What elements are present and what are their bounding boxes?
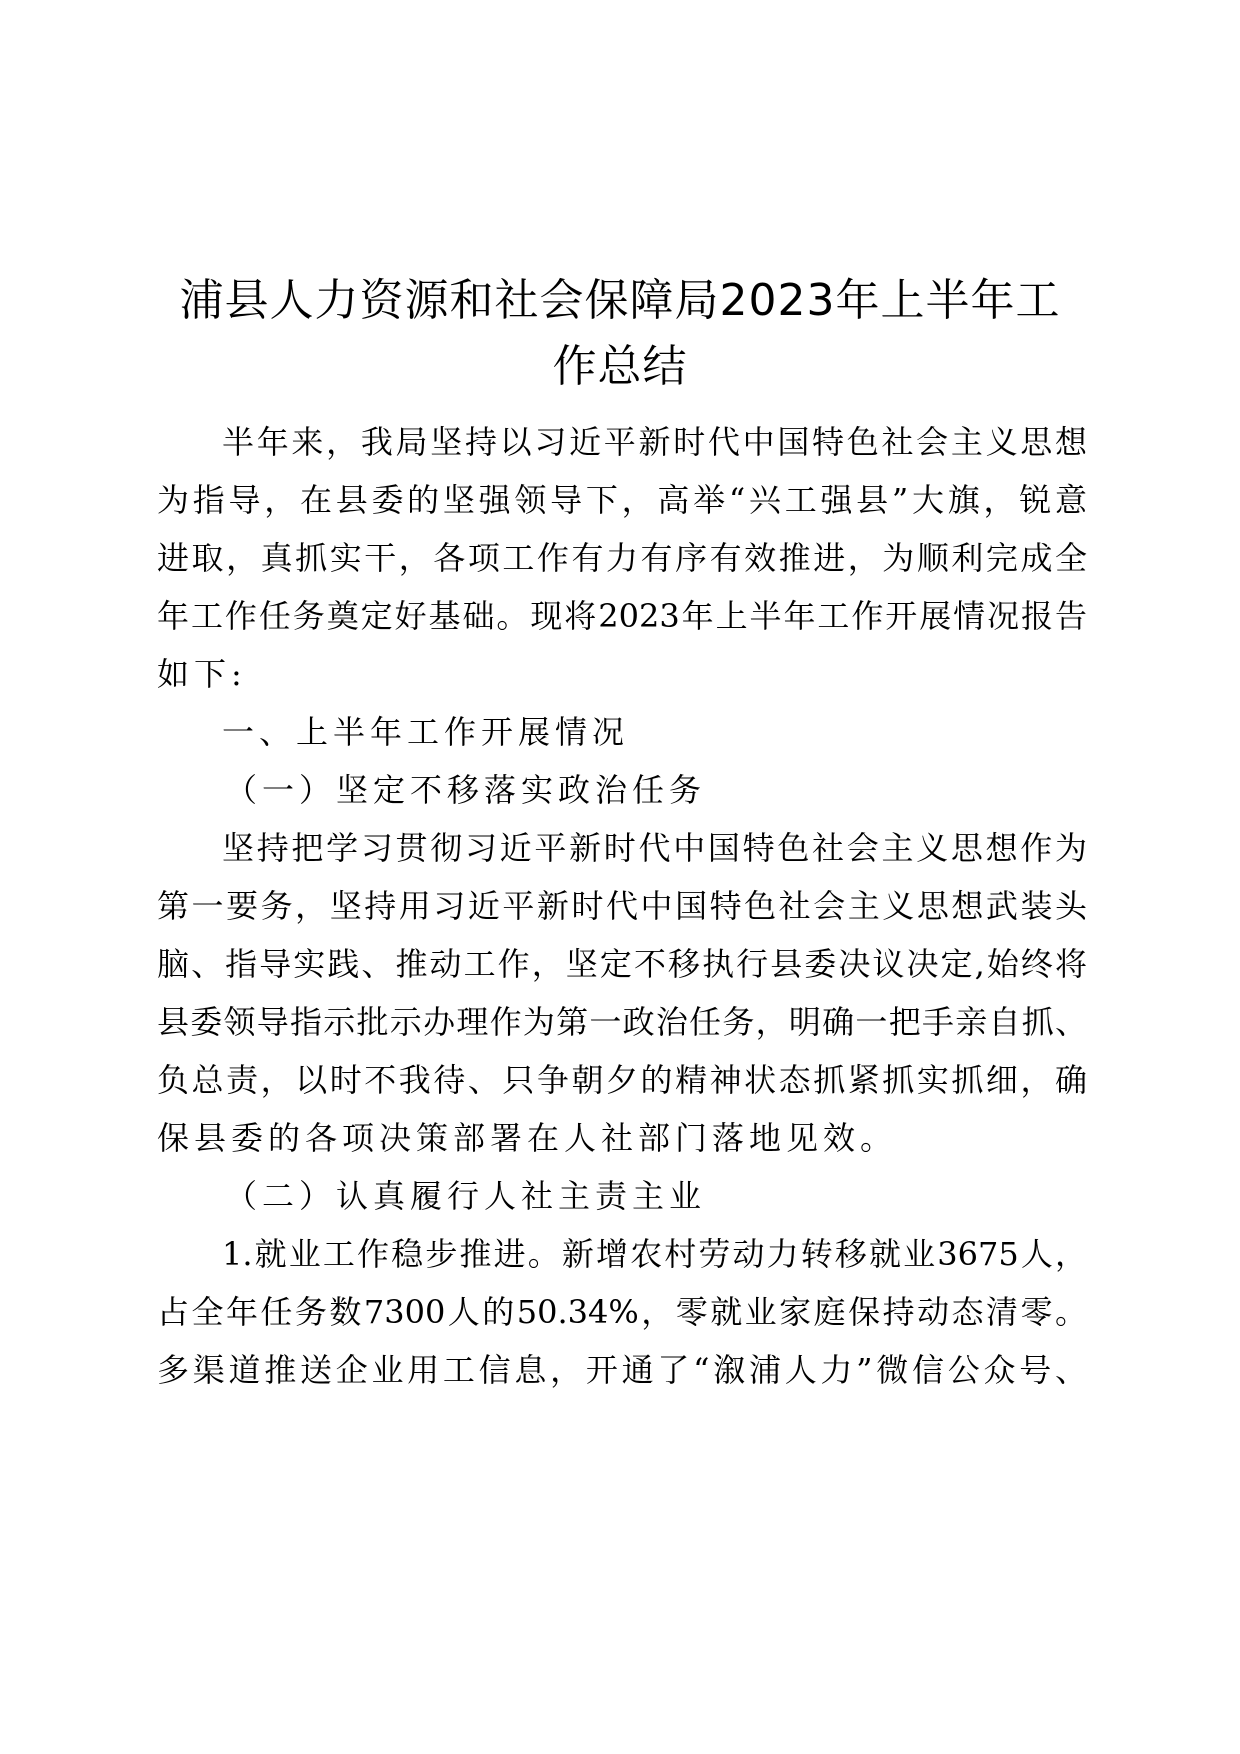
paragraph-3-line-2: 占全年任务数7300人的50.34%，零就业家庭保持动态清零。 bbox=[157, 1293, 1087, 1331]
paragraph-1-line-4: 年工作任务奠定好基础。现将2023年上半年工作开展情况报告 bbox=[157, 597, 1087, 635]
paragraph-1-line-5: 如下: bbox=[157, 655, 247, 693]
paragraph-2-line-4: 县委领导指示批示办理作为第一政治任务，明确一把手亲自抓、 bbox=[157, 1003, 1087, 1041]
document-title-line-2: 作总结 bbox=[552, 341, 688, 392]
section-heading-1: 一、上半年工作开展情况 bbox=[222, 713, 630, 751]
paragraph-1-line-1: 半年来，我局坚持以习近平新时代中国特色社会主义思想 bbox=[222, 423, 1087, 461]
subsection-heading-1: （一）坚定不移落实政治任务 bbox=[225, 771, 707, 809]
paragraph-2-line-3: 脑、指导实践、推动工作，坚定不移执行县委决议决定,始终将 bbox=[157, 945, 1087, 983]
paragraph-3-line-1: 1.就业工作稳步推进。新增农村劳动力转移就业3675人， bbox=[222, 1235, 1087, 1273]
paragraph-2-line-6: 保县委的各项决策部署在人社部门落地见效。 bbox=[157, 1119, 898, 1157]
paragraph-1-line-2: 为指导，在县委的坚强领导下，高举“兴工强县”大旗，锐意 bbox=[157, 481, 1087, 519]
paragraph-2-line-5: 负总责，以时不我待、只争朝夕的精神状态抓紧抓实抓细，确 bbox=[157, 1061, 1087, 1099]
paragraph-3-line-3: 多渠道推送企业用工信息，开通了“溆浦人力”微信公众号、 bbox=[157, 1351, 1087, 1389]
paragraph-2-line-1: 坚持把学习贯彻习近平新时代中国特色社会主义思想作为 bbox=[222, 829, 1087, 867]
subsection-heading-2: （二）认真履行人社主责主业 bbox=[225, 1177, 707, 1215]
paragraph-2-line-2: 第一要务，坚持用习近平新时代中国特色社会主义思想武装头 bbox=[157, 887, 1087, 925]
document-title-line-1: 浦县人力资源和社会保障局2023年上半年工 bbox=[179, 275, 1061, 326]
paragraph-1-line-3: 进取，真抓实干，各项工作有力有序有效推进，为顺利完成全 bbox=[157, 539, 1087, 577]
